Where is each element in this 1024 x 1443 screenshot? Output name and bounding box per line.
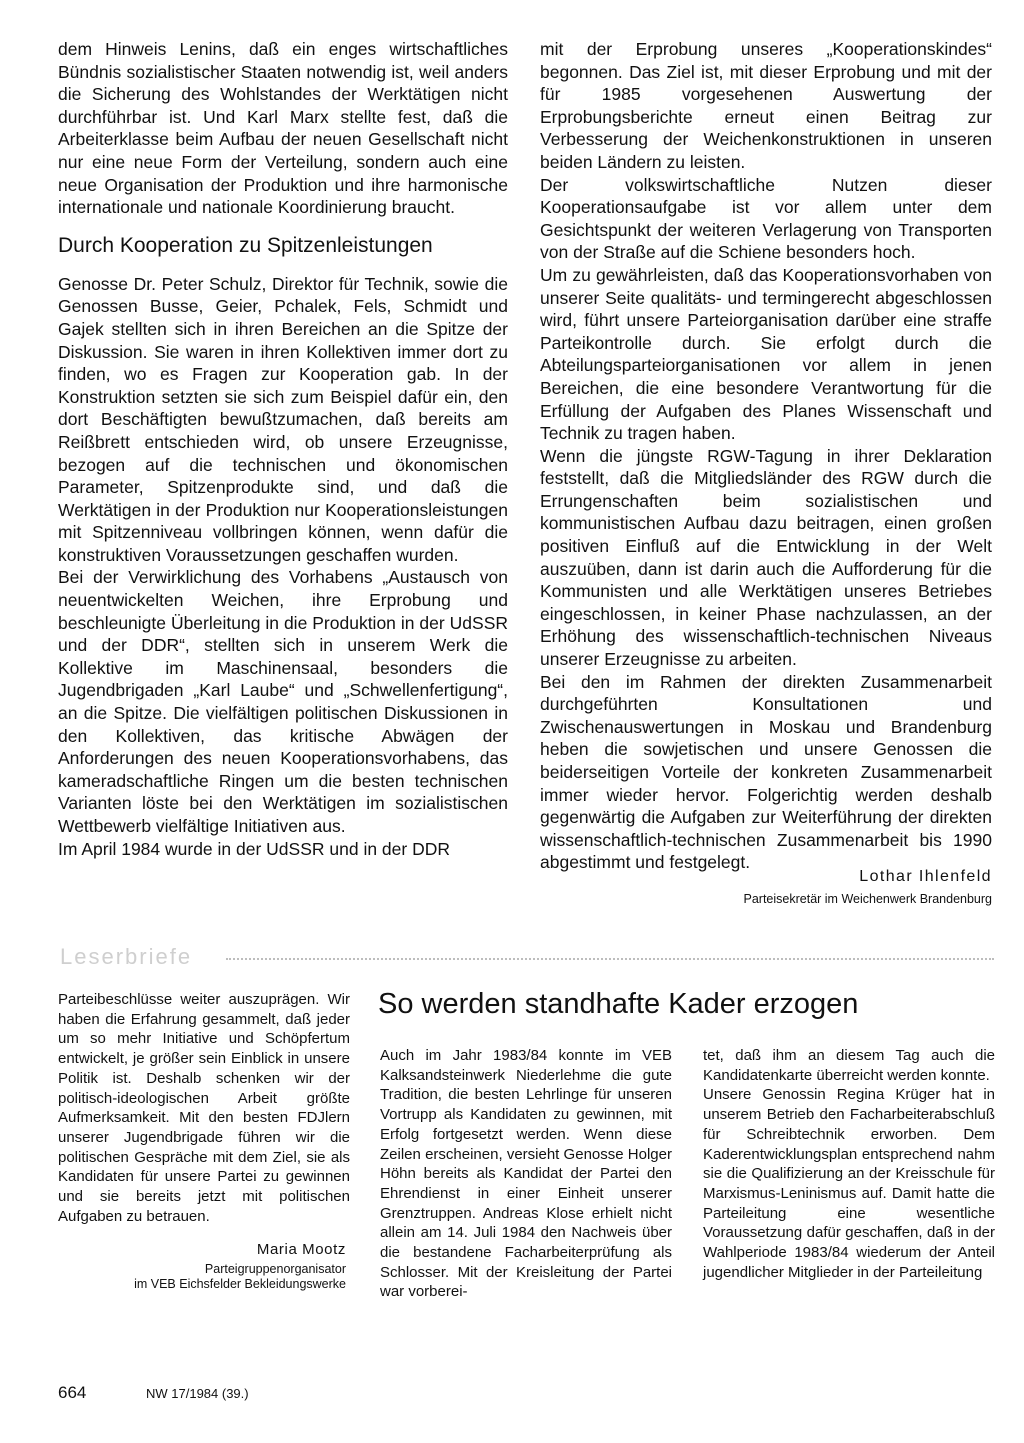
paragraph: mit der Erprobung unseres „Kooperationskindes“ begonnen. Das Ziel ist, mit dieser Erprobung und mit der für 1985 vorgesehenen Auswertung der Erprobungsberichte erneut einen Beitrag zur Verbesserung der Weichenkonstruktionen in unseren beiden Ländern zu leisten. [540, 39, 992, 172]
paragraph: Um zu gewährleisten, daß das Kooperationsvorhaben von unserer Seite qualitäts- und termingerecht abgeschlossen wird, führt unsere Parteiorganisation darüber eine straffe Parteikontrolle durch. Sie erfolgt durch die Abteilungsparteiorganisationen vor allem in jenen Bereichen, die eine besondere Verantwortung für die Erfüllung der Aufgaben des Planes Wissenschaft und Technik zu tragen haben. [540, 264, 992, 444]
section-label: Leserbriefe [60, 944, 193, 969]
author-name: Lothar Ihlenfeld [859, 868, 992, 885]
letter-article-title: So werden standhafte Kader erzogen [378, 988, 859, 1020]
paragraph: Im April 1984 wurde in der UdSSR und in der DDR [58, 838, 450, 859]
issue-label: NW 17/1984 (39.) [146, 1386, 249, 1401]
paragraph: tet, daß ihm an diesem Tag auch die Kandidatenkarte überreicht werden konnte. [703, 1047, 995, 1084]
main-article-right-column [540, 38, 992, 874]
page-number: 664 [58, 1383, 87, 1402]
paragraph: Bei den im Rahmen der direkten Zusammenarbeit durchgeführten Konsultationen und Zwischenauswertungen in Moskau und Brandenburg heben die sowjetischen und unsere Genossen die beiderseitigen Vorteile der konkreten Zusammenarbeit immer wieder hervor. Folgerichtig werden deshalb gegenwärtig die Aufgaben zur Weiterführung der direkten wissenschaftlich-technischen Zusammenarbeit bis 1990 abgestimmt und festgelegt. [540, 671, 992, 873]
letter-article-column-2 [703, 1046, 995, 1282]
letter-author-name: Maria Mootz [256, 1241, 346, 1258]
paragraph: Auch im Jahr 1983/84 konnte im VEB Kalksandsteinwerk Niederlehme die gute Tradition, die besten Lehrlinge für unseren Vortrupp als Kandidaten zu gewinnen, mit Erfolg fortgesetzt werden. Wenn diese Zeilen erscheinen, versieht Genosse Holger Höhn bereits als Kandidat der Partei den Ehrendienst in einer Einheit unserer Grenztruppen. Andreas Klose erhielt nicht allein am 14. Juli 1984 den Nachweis über die bestandene Facharbeiterprüfung als Schlosser. Mit der Kreisleitung der Partei war vorberei- [380, 1047, 672, 1301]
section-divider [226, 958, 994, 960]
paragraph: dem Hinweis Lenins, daß ein enges wirtschaftliches Bündnis sozialistischer Staaten notwendig ist, weil anders die Sicherung des Wohlstandes der Werktätigen nicht durchführbar ist. Und Karl Marx stellte fest, daß die Arbeiterklasse beim Aufbau der neuen Gesellschaft nicht nur eine neue Form der Verteilung, sondern auch eine neue Organisation der Produktion und ihre harmonische internationale und nationale Koordinierung braucht. [58, 39, 508, 218]
letter-article-column-1 [380, 1046, 672, 1302]
letter-author-title-line: Parteigruppenorganisator [204, 1262, 346, 1276]
letter-author-title [58, 1262, 346, 1292]
letter-left-column [58, 990, 350, 1226]
paragraph: Wenn die jüngste RGW-Tagung in ihrer Deklaration feststellt, daß die Mitgliedsländer des RGW durch die Errungenschaften beim sozialistischen und kommunistischen Aufbau dazu beitragen, einen großen positiven Einfluß auf die Entwicklung in der Welt auszuüben, dann ist darin auch die Aufforderung für die Kommunisten und alle Werktätigen unseres Betriebes eingeschlossen, in keiner Phase nachzulassen, an der Erhöhung des wissenschaftlich-technischen Niveaus unserer Erzeugnisse zu arbeiten. [540, 445, 992, 670]
paragraph: Unsere Genossin Regina Krüger hat in unserem Betrieb den Facharbeiterabschluß für Schreibtechnik erworben. Dem Kaderentwicklungsplan entsprechend nahm sie die Qualifizierung an der Kreisschule für Marxismus-Leninismus auf. Damit hatte die Parteileitung eine wesentliche Voraussetzung dafür geschaffen, daß in der Wahlperiode 1983/84 wiederum der Anteil jugendlicher Mitglieder in der Parteileitung [703, 1086, 995, 1281]
section-subheading: Durch Kooperation zu Spitzenleistungen [58, 233, 433, 257]
paragraph: Bei der Verwirklichung des Vorhabens „Austausch von neuentwickelten Weichen, ihre Erprobung und beschleunigte Überleitung in die Produktion in der UdSSR und der DDR“, stellten sich in unserem Werk die Kollektive im Maschinensaal, besonders die Jugendbrigaden „Karl Laube“ und „Schwellenfertigung“, an die Spitze. Die vielfältigen politischen Diskussionen in den Kollektiven, das kritische Abwägen der Anforderungen des neuen Kooperationsvorhabens, das kameradschaftliche Ringen um die besten technischen Varianten löste bei den Werktätigen im sozialistischen Wettbewerb vielfältige Initiativen aus. [58, 567, 508, 836]
paragraph: Parteibeschlüsse weiter auszuprägen. Wir haben die Erfahrung gesammelt, daß jeder um so mehr Initiative und Schöpfertum entwickelt, je größer sein Einblick in unsere Politik ist. Deshalb schenken wir der politisch-ideologischen Arbeit größte Aufmerksamkeit. Mit den besten FDJlern unserer Jugendbrigade führen wir die politischen Gespräche mit dem Ziel, sie als Kandidaten für unsere Partei zu gewinnen und sie bereits jetzt mit politischen Aufgaben zu betrauen. [58, 991, 350, 1225]
main-article-left-column [58, 38, 508, 860]
author-title: Parteisekretär im Weichenwerk Brandenburg [743, 892, 992, 906]
letter-author-title-line: im VEB Eichsfelder Bekleidungswerke [134, 1277, 346, 1291]
paragraph: Genosse Dr. Peter Schulz, Direktor für Technik, sowie die Genossen Busse, Geier, Pchalek, Fels, Schmidt und Gajek stellten sich in ihren Bereichen an die Spitze der Diskussion. Sie waren in ihren Kollektiven immer dort zu finden, wo es Fragen zur Kooperation gab. In der Konstruktion setzten sie sich zum Beispiel dafür ein, den dort Beschäftigten bewußtzumachen, daß bereits am Reißbrett entschieden wird, ob unsere Erzeugnisse, bezogen auf die technischen und ökonomischen Parameter, Spitzenprodukte sind, und daß die Werktätigen in der Produktion nur Kooperationsleistungen mit Spitzenniveau vollbringen können, wenn dafür die konstruktiven Voraussetzungen geschaffen wurden. [58, 273, 508, 565]
paragraph: Der volkswirtschaftliche Nutzen dieser Kooperationsaufgabe ist vor allem unter dem Gesichtspunkt der weiteren Verlagerung von Transporten von der Straße auf die Schiene besonders hoch. [540, 174, 992, 263]
